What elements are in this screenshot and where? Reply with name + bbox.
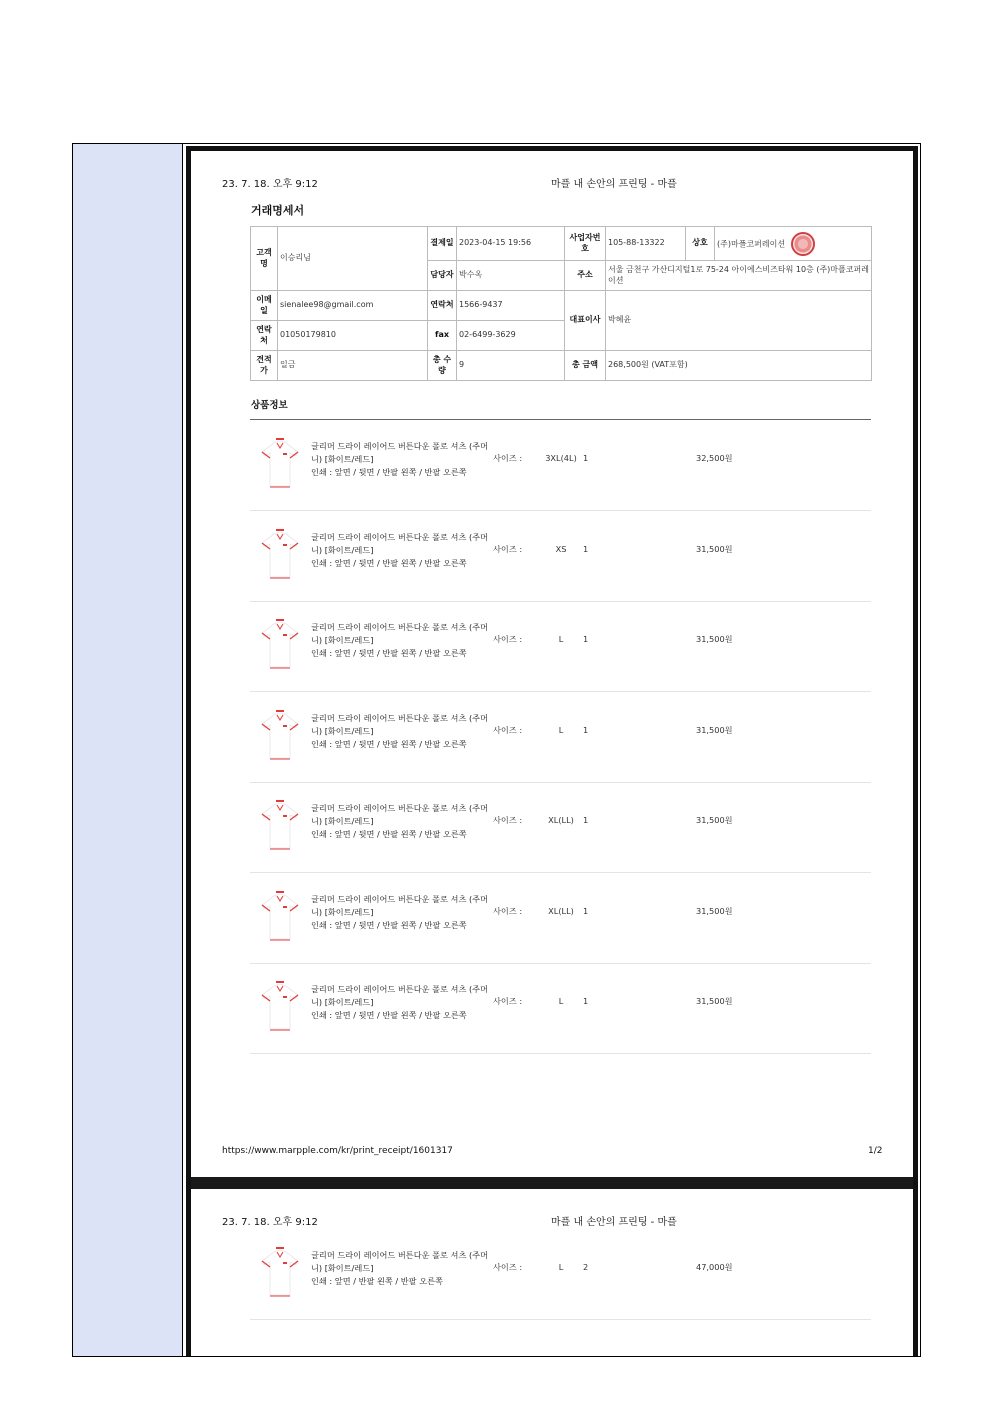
print-preview-frame xyxy=(186,146,918,1356)
polo-shirt-icon xyxy=(256,617,304,673)
polo-shirt-icon xyxy=(256,436,304,492)
polo-shirt-icon xyxy=(256,979,304,1035)
left-cell xyxy=(73,144,183,1356)
bizno-label: 사업자번호 xyxy=(565,227,606,261)
price-value: 31,500원 xyxy=(696,905,733,916)
qty-label: 총 수량 xyxy=(428,351,457,381)
total-label: 총 금액 xyxy=(565,351,606,381)
product-name xyxy=(311,1249,491,1288)
product-item xyxy=(250,1229,871,1320)
company-value: (주)마플코퍼레이션 xyxy=(717,239,786,248)
price-value: 47,000원 xyxy=(696,1262,733,1272)
product-title: 글리머 드라이 레이어드 버튼다운 폴로 셔츠 (주머니) [화이트/레드] xyxy=(311,622,488,645)
size-label: 사이즈 : xyxy=(493,543,523,554)
price-value: 32,500원 xyxy=(696,453,733,463)
price-value: 31,500원 xyxy=(696,634,733,644)
size-label: 사이즈 : xyxy=(493,905,523,916)
polo-shirt-icon xyxy=(256,1245,304,1301)
product-name xyxy=(311,440,491,479)
phone-label: 연락처 xyxy=(251,321,278,351)
print-options: 인쇄 : 앞면 / 뒷면 / 반팔 왼쪽 / 반팔 오른쪽 xyxy=(311,648,467,658)
polo-shirt-icon xyxy=(256,527,304,583)
quantity-value: 1 xyxy=(583,543,589,554)
manager-value: 박수옥 xyxy=(457,261,565,291)
quantity-value: 1 xyxy=(583,634,589,644)
quantity-value: 1 xyxy=(583,905,589,916)
print-options: 인쇄 : 앞면 / 뒷면 / 반팔 왼쪽 / 반팔 오른쪽 xyxy=(311,557,467,568)
total-value: 268,500원 (VAT포함) xyxy=(606,351,872,381)
price-value: 31,500원 xyxy=(696,724,733,735)
product-title: 글리머 드라이 레이어드 버튼다운 폴로 셔츠 (주머니) [화이트/레드] xyxy=(311,803,488,826)
product-item xyxy=(250,601,871,692)
size-label: 사이즈 : xyxy=(493,634,523,644)
paid-date-value: 2023-04-15 19:56 xyxy=(457,227,565,261)
paid-date-label: 결제일 xyxy=(428,227,457,261)
quantity-value: 1 xyxy=(583,996,589,1006)
print-header-date: 23. 7. 18. 오후 9:12 xyxy=(222,1217,318,1228)
product-item xyxy=(250,873,871,964)
receipt-page-2 xyxy=(191,1189,913,1356)
print-footer-url: https://www.marpple.com/kr/print_receipt/1601317 xyxy=(222,1146,453,1156)
product-name xyxy=(311,531,491,570)
customer-label: 고객명 xyxy=(251,227,278,291)
product-title: 글리머 드라이 레이어드 버튼다운 폴로 셔츠 (주머니) [화이트/레드] xyxy=(311,531,488,555)
size-value: XS xyxy=(555,543,567,554)
print-header-title: 마플 내 손안의 프린팅 - 마플 xyxy=(551,1217,677,1228)
product-title: 글리머 드라이 레이어드 버튼다운 폴로 셔츠 (주머니) [화이트/레드] xyxy=(311,1250,488,1273)
print-options: 인쇄 : 앞면 / 뒷면 / 반팔 왼쪽 / 반팔 오른쪽 xyxy=(311,738,467,749)
product-title: 글리머 드라이 레이어드 버튼다운 폴로 셔츠 (주머니) [화이트/레드] xyxy=(311,441,488,464)
quantity-value: 1 xyxy=(583,453,589,463)
price-value: 31,500원 xyxy=(696,543,733,554)
page-separator xyxy=(191,1177,913,1189)
fax-label: fax xyxy=(428,321,457,351)
receipt-page-1 xyxy=(191,151,913,1177)
product-title: 글리머 드라이 레이어드 버튼다운 폴로 셔츠 (주머니) [화이트/레드] xyxy=(311,893,488,917)
product-item xyxy=(250,963,871,1054)
print-header-date: 23. 7. 18. 오후 9:12 xyxy=(222,179,318,190)
phone-value: 01050179810 xyxy=(278,321,428,351)
estimate-label: 견적가 xyxy=(251,351,278,381)
size-label: 사이즈 : xyxy=(493,1262,523,1272)
size-value: XL(LL) xyxy=(548,815,574,825)
outer-table xyxy=(72,143,921,1357)
company-label: 상호 xyxy=(686,227,715,261)
estimate-value: 일금 xyxy=(278,351,428,381)
size-label: 사이즈 : xyxy=(493,996,523,1006)
size-value: L xyxy=(558,1262,564,1272)
print-options: 인쇄 : 앞면 / 뒷면 / 반팔 왼쪽 / 반팔 오른쪽 xyxy=(311,919,467,930)
size-value: L xyxy=(558,634,564,644)
product-name xyxy=(311,712,491,751)
company-cell xyxy=(715,227,872,261)
product-item xyxy=(250,782,871,873)
receipt-info-table xyxy=(250,226,872,381)
quantity-value: 2 xyxy=(583,1262,589,1272)
size-label: 사이즈 : xyxy=(493,815,523,825)
product-item xyxy=(250,692,871,783)
product-item xyxy=(250,511,871,602)
manager-label: 담당자 xyxy=(428,261,457,291)
contact-label: 연락처 xyxy=(428,291,457,321)
polo-shirt-icon xyxy=(256,798,304,854)
right-cell xyxy=(184,144,920,1356)
product-item xyxy=(250,420,871,511)
size-value: 3XL(4L) xyxy=(545,453,577,463)
ceo-label: 대표이사 xyxy=(565,291,606,351)
company-seal-icon xyxy=(791,232,815,256)
contact-value: 1566-9437 xyxy=(457,291,565,321)
product-name xyxy=(311,621,491,660)
address-value: 서울 금천구 가산디지털1로 75-24 아이에스비즈타워 10층 (주)마플코퍼레이션 xyxy=(606,261,872,291)
polo-shirt-icon xyxy=(256,889,304,945)
product-section-title: 상품정보 xyxy=(251,400,288,411)
price-value: 31,500원 xyxy=(696,815,733,825)
print-options: 인쇄 : 앞면 / 뒷면 / 반팔 왼쪽 / 반팔 오른쪽 xyxy=(311,467,467,477)
email-value: sienalee98@gmail.com xyxy=(278,291,428,321)
size-label: 사이즈 : xyxy=(493,724,523,735)
polo-shirt-icon xyxy=(256,708,304,764)
price-value: 31,500원 xyxy=(696,996,733,1006)
fax-value: 02-6499-3629 xyxy=(457,321,565,351)
email-label: 이메일 xyxy=(251,291,278,321)
print-options: 인쇄 : 앞면 / 반팔 왼쪽 / 반팔 오른쪽 xyxy=(311,1276,443,1286)
product-name xyxy=(311,802,491,841)
print-options: 인쇄 : 앞면 / 뒷면 / 반팔 왼쪽 / 반팔 오른쪽 xyxy=(311,1010,467,1020)
print-header-title: 마플 내 손안의 프린팅 - 마플 xyxy=(551,179,677,190)
product-name xyxy=(311,983,491,1022)
quantity-value: 1 xyxy=(583,724,589,735)
document-title: 거래명세서 xyxy=(251,204,305,217)
address-label: 주소 xyxy=(565,261,606,291)
product-name xyxy=(311,893,491,932)
customer-value: 이승리님 xyxy=(278,227,428,291)
size-label: 사이즈 : xyxy=(493,453,523,463)
bizno-value: 105-88-13322 xyxy=(606,227,686,261)
size-value: L xyxy=(558,996,564,1006)
print-footer-page-number: 1/2 xyxy=(868,1146,883,1156)
ceo-value: 박혜윤 xyxy=(606,291,872,351)
quantity-value: 1 xyxy=(583,815,589,825)
size-value: XL(LL) xyxy=(548,905,574,916)
product-title: 글리머 드라이 레이어드 버튼다운 폴로 셔츠 (주머니) [화이트/레드] xyxy=(311,984,488,1007)
qty-value: 9 xyxy=(457,351,565,381)
product-title: 글리머 드라이 레이어드 버튼다운 폴로 셔츠 (주머니) [화이트/레드] xyxy=(311,712,488,736)
print-options: 인쇄 : 앞면 / 뒷면 / 반팔 왼쪽 / 반팔 오른쪽 xyxy=(311,829,467,839)
size-value: L xyxy=(558,724,564,735)
